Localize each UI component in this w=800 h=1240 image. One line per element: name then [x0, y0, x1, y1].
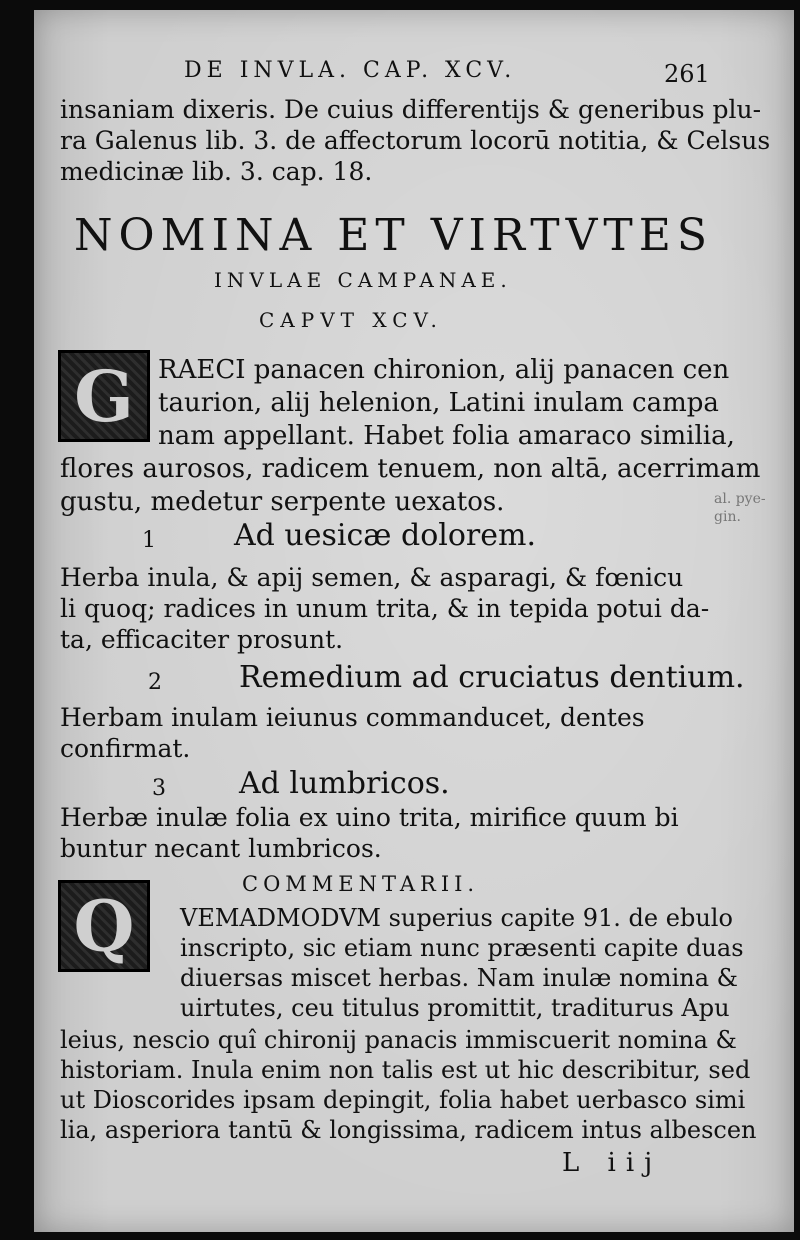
text-line: ra Galenus lib. 3. de affectorum locorū notitia, & Celsus — [60, 126, 771, 155]
commentary-paragraph-full — [60, 1025, 757, 1145]
remedy-number: 3 — [152, 776, 166, 801]
text-line: inscripto, sic etiam nunc præsenti capite duas — [180, 934, 744, 962]
running-head: DE INVLA. CAP. XCV. — [184, 58, 517, 83]
commentary-heading: COMMENTARII. — [242, 872, 480, 896]
remedy-text — [60, 562, 709, 655]
text-line: li quoq; radices in unum trita, & in tepida potui da- — [60, 594, 710, 623]
opening-paragraph-indented — [158, 354, 735, 453]
remedy-text — [60, 802, 679, 864]
remedy-title: Ad lumbricos. — [239, 766, 450, 801]
section-title: NOMINA ET VIRTVTES — [74, 210, 713, 261]
margin-note-line: gin. — [714, 509, 741, 525]
text-line: nam appellant. Habet folia amaraco similia, — [158, 421, 735, 451]
text-line: medicinæ lib. 3. cap. 18. — [60, 157, 373, 186]
text-line: uirtutes, ceu titulus promittit, traditurus Apu — [180, 994, 730, 1022]
commentary-paragraph-indented — [180, 903, 744, 1023]
text-line: ut Dioscorides ipsam depingit, folia habet uerbasco simi — [60, 1086, 746, 1114]
text-line: Herba inula, & apij semen, & asparagi, & fœnicu — [60, 563, 684, 592]
decorated-initial-g: G — [58, 350, 150, 442]
text-line: Herbæ inulæ folia ex uino trita, mirifice quum bi — [60, 803, 679, 832]
remedy-title: Remedium ad cruciatus dentium. — [239, 660, 745, 695]
text-line: gustu, medetur serpente uexatos. — [60, 487, 505, 517]
text-line: flores aurosos, radicem tenuem, non altā, acerrimam — [60, 454, 761, 484]
remedy-number: 2 — [148, 670, 162, 695]
remedy-title: Ad uesicæ dolorem. — [234, 518, 537, 553]
margin-note — [714, 490, 766, 526]
signature-mark: L iij — [562, 1148, 663, 1178]
text-line: historiam. Inula enim non talis est ut hic describitur, sed — [60, 1056, 751, 1084]
opening-paragraph-full — [60, 453, 760, 519]
text-line: VEMADMODVM superius capite 91. de ebulo — [180, 904, 733, 932]
text-line: ta, efficaciter prosunt. — [60, 625, 344, 654]
intro-paragraph — [60, 94, 770, 187]
page-number: 261 — [664, 60, 710, 88]
text-line: insaniam dixeris. De cuius differentijs & generibus plu- — [60, 95, 762, 124]
chapter-heading: CAPVT XCV. — [259, 308, 443, 332]
text-line: lia, asperiora tantū & longissima, radicem intus albescen — [60, 1116, 757, 1144]
text-line: buntur necant lumbricos. — [60, 834, 382, 863]
remedy-number: 1 — [142, 528, 156, 553]
text-line: taurion, alij helenion, Latini inulam campa — [158, 388, 719, 418]
book-page — [34, 10, 794, 1232]
decorated-initial-q: Q — [58, 880, 150, 972]
remedy-text — [60, 702, 645, 764]
margin-note-line: al. pye- — [714, 491, 766, 507]
section-subtitle: INVLAE CAMPANAE. — [214, 268, 512, 292]
text-line: RAECI panacen chironion, alij panacen cen — [158, 355, 730, 385]
text-line: diuersas miscet herbas. Nam inulæ nomina & — [180, 964, 739, 992]
text-line: Herbam inulam ieiunus commanducet, dentes — [60, 703, 645, 732]
text-line: leius, nescio quî chironij panacis immiscuerit nomina & — [60, 1026, 737, 1054]
text-line: confirmat. — [60, 734, 191, 763]
